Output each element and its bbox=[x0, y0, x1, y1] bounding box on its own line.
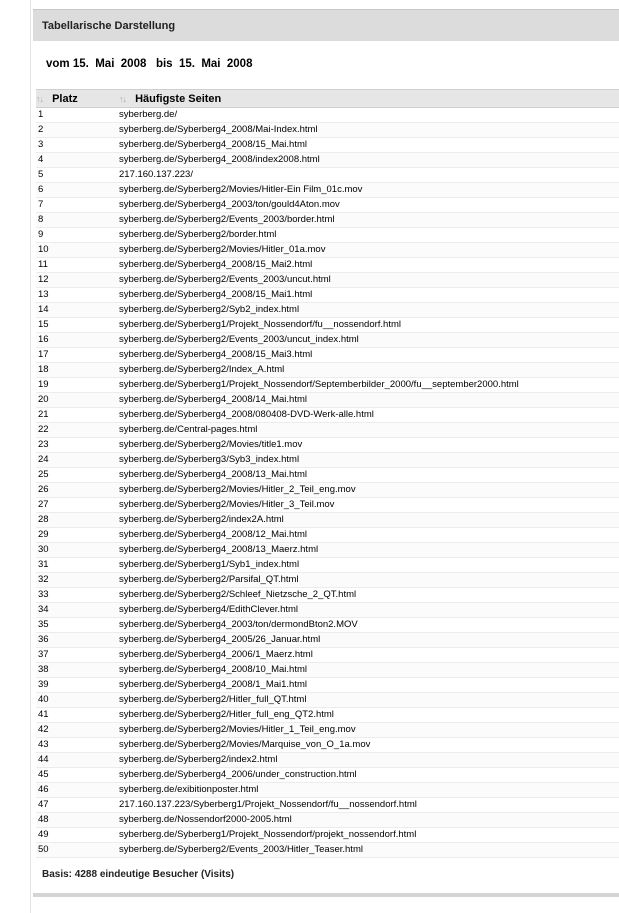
rank-cell: 16 bbox=[36, 333, 119, 348]
page-cell: syberberg.de/Syberberg2/Syb2_index.html bbox=[119, 303, 619, 318]
rank-cell: 29 bbox=[36, 528, 119, 543]
table-row bbox=[36, 483, 619, 498]
sort-arrows-icon[interactable]: ↑↓ bbox=[36, 93, 43, 104]
page-cell: syberberg.de/Syberberg2/Movies/Hitler_01a.mov bbox=[119, 243, 619, 258]
rank-cell: 40 bbox=[36, 693, 119, 708]
table-row bbox=[36, 768, 619, 783]
column-header-rank-label: Platz bbox=[52, 92, 78, 105]
table-row bbox=[36, 663, 619, 678]
page-cell: syberberg.de/Syberberg2/Events_2003/uncut_index.html bbox=[119, 333, 619, 348]
table-row bbox=[36, 573, 619, 588]
table-row bbox=[36, 723, 619, 738]
page-cell: syberberg.de/Syberberg2/Movies/Marquise_von_O_1a.mov bbox=[119, 738, 619, 753]
table-row bbox=[36, 213, 619, 228]
table-row bbox=[36, 363, 619, 378]
rank-cell: 35 bbox=[36, 618, 119, 633]
table-header-row bbox=[36, 90, 619, 108]
page-cell: syberberg.de/Central-pages.html bbox=[119, 423, 619, 438]
table-row bbox=[36, 228, 619, 243]
page-cell: syberberg.de/Syberberg4_2008/15_Mai.html bbox=[119, 138, 619, 153]
table-row bbox=[36, 543, 619, 558]
table-row bbox=[36, 138, 619, 153]
rank-cell: 48 bbox=[36, 813, 119, 828]
page-cell: syberberg.de/Syberberg1/Syb1_index.html bbox=[119, 558, 619, 573]
rank-cell: 50 bbox=[36, 843, 119, 858]
table-row bbox=[36, 183, 619, 198]
rank-cell: 13 bbox=[36, 288, 119, 303]
page-cell: syberberg.de/Syberberg2/Movies/Hitler_2_Teil_eng.mov bbox=[119, 483, 619, 498]
page-cell: syberberg.de/Syberberg4_2003/ton/gould4Aton.mov bbox=[119, 198, 619, 213]
page-cell: syberberg.de/Syberberg3/Syb3_index.html bbox=[119, 453, 619, 468]
page-cell: syberberg.de/Syberberg2/Movies/Hitler_1_Teil_eng.mov bbox=[119, 723, 619, 738]
rank-cell: 1 bbox=[36, 108, 119, 123]
page-cell: syberberg.de/Syberberg4_2006/1_Maerz.html bbox=[119, 648, 619, 663]
rank-cell: 22 bbox=[36, 423, 119, 438]
page-cell: syberberg.de/Syberberg2/Movies/Hitler_3_Teil.mov bbox=[119, 498, 619, 513]
rank-cell: 41 bbox=[36, 708, 119, 723]
table-row bbox=[36, 708, 619, 723]
rank-cell: 19 bbox=[36, 378, 119, 393]
rank-cell: 8 bbox=[36, 213, 119, 228]
rank-cell: 15 bbox=[36, 318, 119, 333]
table-row bbox=[36, 618, 619, 633]
table-row bbox=[36, 843, 619, 858]
rank-cell: 32 bbox=[36, 573, 119, 588]
table-row bbox=[36, 318, 619, 333]
table-row bbox=[36, 468, 619, 483]
table-row bbox=[36, 648, 619, 663]
table-body bbox=[36, 108, 619, 858]
page-cell: syberberg.de/Syberberg2/Index_A.html bbox=[119, 363, 619, 378]
panel-header bbox=[33, 9, 619, 41]
table-row bbox=[36, 753, 619, 768]
page-cell: syberberg.de/Nossendorf2000-2005.html bbox=[119, 813, 619, 828]
table-row bbox=[36, 798, 619, 813]
page-cell: syberberg.de/Syberberg4_2006/under_construction.html bbox=[119, 768, 619, 783]
table-row bbox=[36, 243, 619, 258]
page-cell: syberberg.de/ bbox=[119, 108, 619, 123]
rank-cell: 23 bbox=[36, 438, 119, 453]
rank-cell: 3 bbox=[36, 138, 119, 153]
top-pages-table bbox=[36, 89, 619, 858]
basis-footnote: Basis: 4288 eindeutige Besucher (Visits) bbox=[42, 869, 235, 880]
table-row bbox=[36, 438, 619, 453]
table-row bbox=[36, 303, 619, 318]
stats-panel bbox=[33, 9, 619, 894]
page-cell: syberberg.de/Syberberg1/Projekt_Nossendorf/fu__nossendorf.html bbox=[119, 318, 619, 333]
rank-cell: 2 bbox=[36, 123, 119, 138]
table-row bbox=[36, 153, 619, 168]
page-cell: syberberg.de/Syberberg4_2008/12_Mai.html bbox=[119, 528, 619, 543]
page-cell: syberberg.de/Syberberg2/index2.html bbox=[119, 753, 619, 768]
rank-cell: 44 bbox=[36, 753, 119, 768]
table-row bbox=[36, 273, 619, 288]
rank-cell: 49 bbox=[36, 828, 119, 843]
table-row bbox=[36, 123, 619, 138]
rank-cell: 31 bbox=[36, 558, 119, 573]
table-row bbox=[36, 603, 619, 618]
rank-cell: 12 bbox=[36, 273, 119, 288]
page-cell: syberberg.de/Syberberg4_2008/13_Mai.html bbox=[119, 468, 619, 483]
rank-cell: 7 bbox=[36, 198, 119, 213]
table-row bbox=[36, 393, 619, 408]
page-cell: syberberg.de/Syberberg2/Hitler_full_eng_QT2.html bbox=[119, 708, 619, 723]
rank-cell: 38 bbox=[36, 663, 119, 678]
panel-bottom-bar bbox=[33, 893, 619, 897]
table-row bbox=[36, 783, 619, 798]
rank-cell: 39 bbox=[36, 678, 119, 693]
column-header-rank bbox=[36, 90, 119, 108]
rank-cell: 37 bbox=[36, 648, 119, 663]
rank-cell: 45 bbox=[36, 768, 119, 783]
page-cell: syberberg.de/Syberberg2/Movies/Hitler-Ein Film_01c.mov bbox=[119, 183, 619, 198]
table-row bbox=[36, 633, 619, 648]
rank-cell: 14 bbox=[36, 303, 119, 318]
rank-cell: 20 bbox=[36, 393, 119, 408]
page-cell: syberberg.de/Syberberg2/Events_2003/Hitler_Teaser.html bbox=[119, 843, 619, 858]
page-cell: 217.160.137.223/ bbox=[119, 168, 619, 183]
rank-cell: 21 bbox=[36, 408, 119, 423]
page-cell: syberberg.de/Syberberg2/Hitler_full_QT.html bbox=[119, 693, 619, 708]
page-cell: syberberg.de/Syberberg4_2008/15_Mai1.html bbox=[119, 288, 619, 303]
table-row bbox=[36, 168, 619, 183]
rank-cell: 9 bbox=[36, 228, 119, 243]
rank-cell: 10 bbox=[36, 243, 119, 258]
table-row bbox=[36, 528, 619, 543]
rank-cell: 43 bbox=[36, 738, 119, 753]
table-row bbox=[36, 588, 619, 603]
page-cell: syberberg.de/Syberberg4_2008/Mai-Index.html bbox=[119, 123, 619, 138]
page-cell: syberberg.de/Syberberg2/Parsifal_QT.html bbox=[119, 573, 619, 588]
page-cell: syberberg.de/Syberberg4_2008/14_Mai.html bbox=[119, 393, 619, 408]
rank-cell: 47 bbox=[36, 798, 119, 813]
page-cell: syberberg.de/Syberberg2/Schleef_Nietzsche_2_QT.html bbox=[119, 588, 619, 603]
page-cell: syberberg.de/Syberberg4_2008/10_Mai.html bbox=[119, 663, 619, 678]
rank-cell: 33 bbox=[36, 588, 119, 603]
date-range: vom 15. Mai 2008 bis 15. Mai 2008 bbox=[46, 58, 253, 70]
rank-cell: 25 bbox=[36, 468, 119, 483]
page-cell: syberberg.de/exibitionposter.html bbox=[119, 783, 619, 798]
page-cell: syberberg.de/Syberberg2/index2A.html bbox=[119, 513, 619, 528]
rank-cell: 6 bbox=[36, 183, 119, 198]
page-cell: syberberg.de/Syberberg2/Events_2003/border.html bbox=[119, 213, 619, 228]
page-cell: syberberg.de/Syberberg4/EdithClever.html bbox=[119, 603, 619, 618]
rank-cell: 34 bbox=[36, 603, 119, 618]
table-row bbox=[36, 423, 619, 438]
rank-cell: 26 bbox=[36, 483, 119, 498]
rank-cell: 11 bbox=[36, 258, 119, 273]
table-row bbox=[36, 828, 619, 843]
table-row bbox=[36, 498, 619, 513]
column-header-page-label: Häufigste Seiten bbox=[135, 92, 222, 105]
page-cell: syberberg.de/Syberberg2/Movies/title1.mov bbox=[119, 438, 619, 453]
page-cell: syberberg.de/Syberberg4_2008/080408-DVD-Werk-alle.html bbox=[119, 408, 619, 423]
table-row bbox=[36, 198, 619, 213]
rank-cell: 17 bbox=[36, 348, 119, 363]
page-cell: syberberg.de/Syberberg4_2008/13_Maerz.html bbox=[119, 543, 619, 558]
page-cell: syberberg.de/Syberberg4_2008/15_Mai2.html bbox=[119, 258, 619, 273]
table-row bbox=[36, 333, 619, 348]
rank-cell: 30 bbox=[36, 543, 119, 558]
page-cell: syberberg.de/Syberberg4_2008/15_Mai3.html bbox=[119, 348, 619, 363]
table-row bbox=[36, 378, 619, 393]
rank-cell: 27 bbox=[36, 498, 119, 513]
table-row bbox=[36, 453, 619, 468]
rank-cell: 46 bbox=[36, 783, 119, 798]
rank-cell: 28 bbox=[36, 513, 119, 528]
page-cell: syberberg.de/Syberberg4_2005/26_Januar.html bbox=[119, 633, 619, 648]
table-row bbox=[36, 813, 619, 828]
rank-cell: 18 bbox=[36, 363, 119, 378]
table-row bbox=[36, 678, 619, 693]
table-row bbox=[36, 408, 619, 423]
sort-arrows-icon[interactable]: ↑↓ bbox=[119, 93, 126, 104]
page-cell: syberberg.de/Syberberg1/Projekt_Nossendorf/Septemberbilder_2000/fu__september2000.html bbox=[119, 378, 619, 393]
rank-cell: 24 bbox=[36, 453, 119, 468]
page-cell: syberberg.de/Syberberg4_2003/ton/dermondBton2.MOV bbox=[119, 618, 619, 633]
rank-cell: 36 bbox=[36, 633, 119, 648]
table-row bbox=[36, 108, 619, 123]
rank-cell: 42 bbox=[36, 723, 119, 738]
table-row bbox=[36, 558, 619, 573]
rank-cell: 4 bbox=[36, 153, 119, 168]
rank-cell: 5 bbox=[36, 168, 119, 183]
left-divider bbox=[30, 0, 31, 913]
column-header-page bbox=[119, 90, 619, 108]
page-cell: syberberg.de/Syberberg2/border.html bbox=[119, 228, 619, 243]
page-cell: syberberg.de/Syberberg4_2008/1_Mai1.html bbox=[119, 678, 619, 693]
table-row bbox=[36, 513, 619, 528]
page-cell: syberberg.de/Syberberg1/Projekt_Nossendorf/projekt_nossendorf.html bbox=[119, 828, 619, 843]
page-cell: 217.160.137.223/Syberberg1/Projekt_Nossendorf/fu__nossendorf.html bbox=[119, 798, 619, 813]
table-row bbox=[36, 288, 619, 303]
page-cell: syberberg.de/Syberberg2/Events_2003/uncut.html bbox=[119, 273, 619, 288]
table-row bbox=[36, 738, 619, 753]
table-row bbox=[36, 693, 619, 708]
panel-title: Tabellarische Darstellung bbox=[42, 19, 176, 32]
table-row bbox=[36, 348, 619, 363]
page-cell: syberberg.de/Syberberg4_2008/index2008.html bbox=[119, 153, 619, 168]
table-row bbox=[36, 258, 619, 273]
